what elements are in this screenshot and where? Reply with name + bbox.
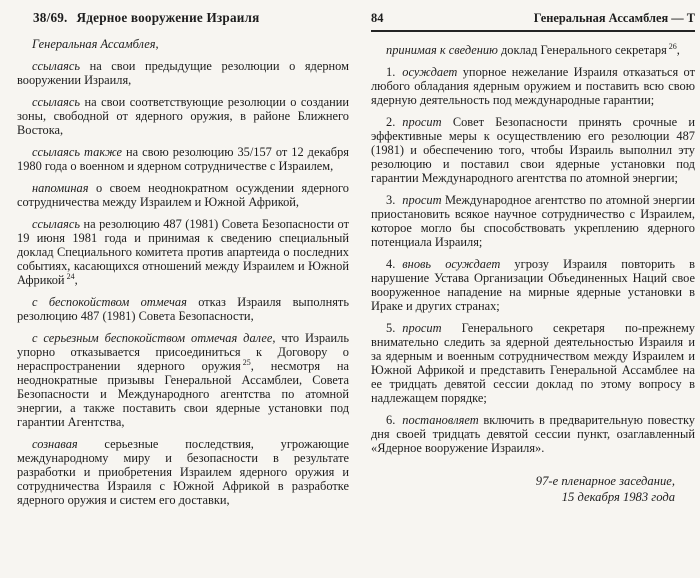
paragraph bbox=[17, 95, 349, 137]
paragraph bbox=[371, 65, 695, 107]
paragraph bbox=[17, 217, 349, 287]
text-segment: Генерального секретаря по-прежнему внимательно следить за ядерной деятельностью Израиля и за ядерным и военным сотрудничеством между Израилем и Южной Африкой и представить Генеральной Ассамблее на ее тридцать девятой сессии доклад по этому вопросу в надлежащем порядке; bbox=[371, 321, 695, 405]
paragraph bbox=[371, 321, 695, 405]
text-segment: доклад Генерального секретаря bbox=[497, 43, 667, 57]
text-segment: ссылаясь bbox=[32, 59, 81, 73]
right-column bbox=[371, 8, 695, 505]
signature-date: 15 декабря 1983 года bbox=[561, 490, 675, 504]
text-segment: 2. bbox=[386, 115, 396, 129]
text-segment: угрозу Израиля повторить в нарушение Устава Организации Объединенных Наций свое вооруженное нападение на мирные ядерные установки в Ираке и других странах; bbox=[371, 257, 695, 313]
text-segment: вновь осуждает bbox=[402, 257, 501, 271]
left-column-text bbox=[17, 37, 349, 507]
footnote-reference: 26 bbox=[668, 41, 677, 51]
page-number: 84 bbox=[371, 11, 384, 25]
paragraph bbox=[371, 193, 695, 249]
resolution-number: 38/69. bbox=[33, 10, 68, 25]
paragraph bbox=[371, 413, 695, 455]
text-segment: принимая к сведению bbox=[386, 43, 498, 57]
paragraph bbox=[17, 59, 349, 87]
text-segment: просит bbox=[402, 115, 442, 129]
text-segment: серьезные последствия, угрожающие международному миру и безопасности в результате разработки и приобретения Израилем ядерного оружия и сотрудничества Израиля с Южной Африкой в разработке ядерного оружия и систем его доставки, bbox=[17, 437, 349, 507]
paragraph bbox=[371, 257, 695, 313]
text-segment: с беспокойством отмечая bbox=[32, 295, 187, 309]
right-column-text bbox=[371, 43, 695, 455]
footnote-reference: 24 bbox=[66, 271, 75, 281]
paragraph bbox=[17, 295, 349, 323]
paragraph bbox=[17, 331, 349, 429]
text-segment: напоминая bbox=[32, 181, 89, 195]
signature-block bbox=[371, 473, 695, 505]
text-segment: отказ Израиля выполнять резолюцию 487 (1981) Совета Безопасности, bbox=[17, 295, 349, 323]
text-segment: 4. bbox=[386, 257, 396, 271]
text-segment: Генеральная Ассамблея, bbox=[32, 37, 159, 51]
text-segment: на свои соответствующие резолюции о создании зоны, свободной от ядерного оружия, в районе Ближнего Востока, bbox=[17, 95, 349, 137]
signature-meeting: 97-е пленарное заседание, bbox=[535, 474, 675, 488]
text-segment: включить в предварительную повестку дня своей тридцать девятой сессии пункт, озаглавленный «Ядерное вооружение Израиля». bbox=[371, 413, 695, 455]
footnote-reference: 25 bbox=[242, 357, 251, 367]
text-segment: сознавая bbox=[32, 437, 78, 451]
text-segment: осуждает bbox=[402, 65, 458, 79]
text-segment: просит bbox=[402, 321, 442, 335]
text-segment: ссылаясь bbox=[32, 95, 81, 109]
text-segment: Совет Безопасности принять срочные и эффективные меры к осуществлению его резолюции 487 (1981) и обеспечению того, чтобы Израиль выполнил эту резолюцию и поставил свои ядерные установки под гарантии Международного агентства по атомной энергии; bbox=[371, 115, 695, 185]
text-segment: ссылаясь bbox=[32, 217, 81, 231]
text-segment: упорное нежелание Израиля отказаться от любого обладания ядерным оружием и поставить всю свою ядерную деятельность под международные гарантии; bbox=[371, 65, 695, 107]
paragraph bbox=[371, 43, 695, 57]
text-segment: , bbox=[676, 43, 680, 57]
paragraph bbox=[371, 115, 695, 185]
paragraph bbox=[17, 181, 349, 209]
running-title: Генеральная Ассамблея — Т bbox=[533, 11, 695, 25]
paragraph bbox=[17, 145, 349, 173]
text-segment: просит bbox=[402, 193, 442, 207]
resolution-heading bbox=[17, 10, 349, 25]
left-column bbox=[17, 8, 349, 515]
text-segment: ссылаясь также bbox=[32, 145, 122, 159]
running-header bbox=[371, 8, 695, 32]
text-segment: на резолюцию 487 (1981) Совета Безопасности от 19 июня 1981 года и принимая к сведению специальный доклад Специального комитета против апартеида о последних событиях, касающихся отношений между Израилем и Южной Африкой bbox=[17, 217, 349, 287]
resolution-title: Ядерное вооружение Израиля bbox=[76, 10, 260, 25]
text-segment: Международное агентство по атомной энергии приостановить всякое научное сотрудничество с Израилем, которое могло бы способствовать укреплению ядерного потенциала Израиля; bbox=[371, 193, 695, 249]
text-segment: на свою резолюцию 35/157 от 12 декабря 1980 года о военном и ядерном сотрудничестве с Израилем, bbox=[17, 145, 349, 173]
text-segment: 1. bbox=[386, 65, 396, 79]
text-segment: с серьезным беспокойством отмечая далее, bbox=[32, 331, 276, 345]
text-segment: , несмотря на неоднократные призывы Генеральной Ассамблеи, Совета Безопасности и Международного агентства по атомной энергии, а также поставить свои ядерные установки под гарантии Агентства, bbox=[17, 359, 350, 429]
text-segment: 5. bbox=[386, 321, 396, 335]
text-segment: о своем неоднократном осуждении ядерного сотрудничества между Израилем и Южной Африкой, bbox=[17, 181, 349, 209]
paragraph bbox=[17, 37, 349, 51]
text-segment: что Израиль упорно отказывается присоединиться к Договору о нераспространении ядерного оружия bbox=[17, 331, 349, 373]
text-segment: на свои предыдущие резолюции о ядерном вооружении Израиля, bbox=[17, 59, 349, 87]
text-segment: 6. bbox=[386, 413, 396, 427]
paragraph bbox=[17, 437, 349, 507]
text-segment: постановляет bbox=[402, 413, 479, 427]
text-segment: 3. bbox=[386, 193, 396, 207]
text-segment: , bbox=[74, 273, 78, 287]
